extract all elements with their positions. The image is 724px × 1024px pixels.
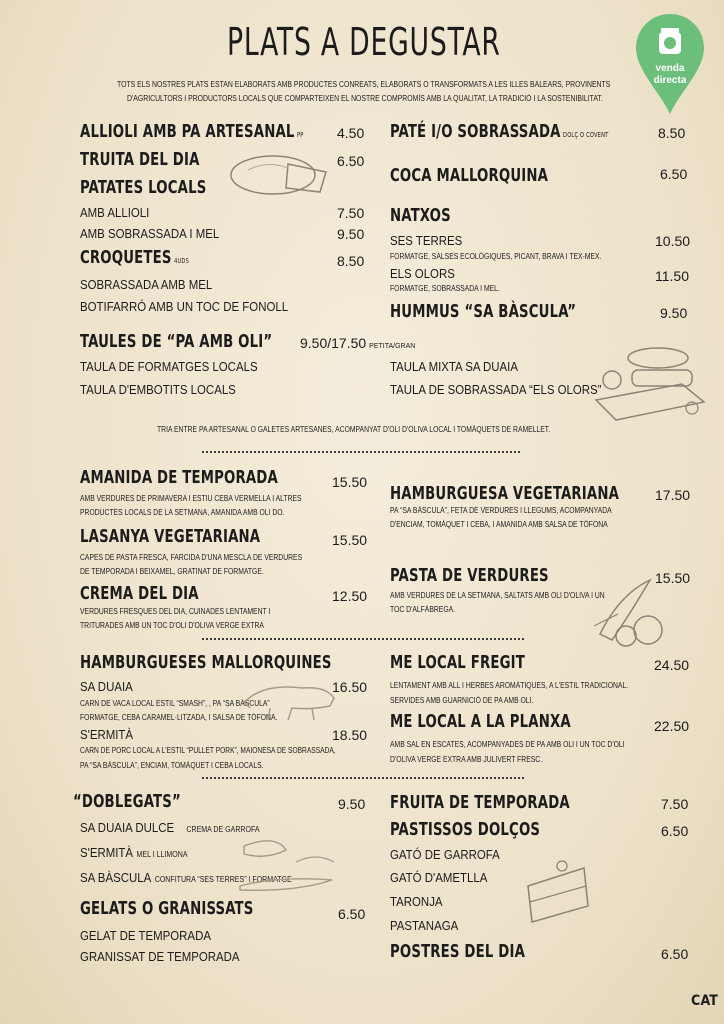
me-planxa-desc-1: AMB SAL EN ESCATES, ACOMPANYADES DE PA AMB OLI I UN TOC D'OLI (390, 740, 625, 749)
me-fregit-desc-2: SERVIDES AMB GUARNICIÓ DE PA AMB OLI. (390, 696, 534, 705)
natxos-terres: SES TERRES (390, 233, 463, 248)
item-patates: PATATES LOCALS (80, 177, 207, 198)
divider-2 (202, 638, 524, 640)
price-croquetes: 8.50 (337, 253, 365, 269)
price-amanida: 15.50 (332, 474, 368, 490)
lasanya-desc-1: CAPES DE PASTA FRESCA, FARCIDA D'UNA MESCLA DE VERDURES (80, 553, 303, 562)
price-pasta: 15.50 (655, 570, 691, 586)
cake-illustration (522, 856, 594, 926)
item-hamb-veg: HAMBURGUESA VEGETARIANA (390, 483, 620, 504)
taules-option-4: TAULA DE SOBRASSADA “ELS OLORS” (390, 382, 602, 397)
item-pate: PATÉ I/O SOBRASSADA DOLÇ O COVENT (390, 121, 609, 142)
amanida-desc-1: AMB VERDURES DE PRIMAVERA I ESTIU CEBA VERMELLA I ALTRES (80, 494, 302, 503)
pastissos-option-4: PASTANAGA (390, 918, 459, 933)
price-natxos-terres: 10.50 (655, 233, 691, 249)
doblegats-option-1: SA DUAIA DULCE CREMA DE GARROFA (80, 820, 260, 835)
item-hamb-mallorquines: HAMBURGUESES MALLORQUINES (80, 652, 332, 673)
doblegats-option-2: S'ERMITÀ MEL I LLIMONA (80, 845, 188, 860)
hamb-ermita-desc-1: CARN DE PORC LOCAL A L'ESTIL “PULLET PORK”, MAIONESA DE SOBRASSADA, (80, 746, 336, 755)
hamb-veg-desc-1: PA “SA BÀSCULA”, FETA DE VERDURES I LLEGUMS, ACOMPANYADA (390, 506, 612, 515)
price-allioli: 4.50 (337, 125, 365, 141)
price-crema: 12.50 (332, 588, 368, 604)
item-coca: COCA MALLORQUINA (390, 165, 549, 186)
amanida-desc-2: PRODUCTES LOCALS DE LA SETMANA, AMANIDA AMB OLI DO. (80, 508, 285, 517)
pastissos-option-2: GATÓ D'AMETLLA (390, 870, 488, 885)
taules-option-3: TAULA MIXTA SA DUAIA (390, 359, 518, 374)
item-postres: POSTRES DEL DIA (390, 941, 526, 962)
patates-option-1: AMB ALLIOLI (80, 205, 150, 220)
hamb-ermita: S'ERMITÀ (80, 727, 134, 742)
page-title: PLATS A DEGUSTAR (227, 20, 501, 64)
pastissos-option-3: TARONJA (390, 894, 443, 909)
price-gelats: 6.50 (338, 906, 366, 922)
item-pastissos: PASTISSOS DOLÇOS (390, 819, 541, 840)
intro-line-1: TOTS ELS NOSTRES PLATS ESTAN ELABORATS AMB PRODUCTES CONREATS, ELABORATS O TRANSFORMATS A LES ILLES BALEARS, PROVINENTS (117, 80, 611, 89)
taules-price-block: 9.50/17.50 PETITA/GRAN (300, 335, 416, 351)
hamb-ermita-desc-2: PA “SA BÀSCULA”, ENCIAM, TOMÀQUET I CEBA LOCALS. (80, 761, 264, 770)
item-crema: CREMA DEL DIA (80, 583, 199, 604)
item-lasanya: LASANYA VEGETARIANA (80, 526, 261, 547)
item-hummus: HUMMUS “SA BÀSCULA” (390, 301, 577, 322)
item-taules: TAULES DE “PA AMB OLI” (80, 331, 273, 352)
item-amanida: AMANIDA DE TEMPORADA (80, 467, 278, 488)
venda-directa-badge (634, 12, 706, 116)
gelats-option-2: GRANISSAT DE TEMPORADA (80, 949, 240, 964)
price-hamb-veg: 17.50 (655, 487, 691, 503)
omelette-illustration (228, 150, 330, 200)
natxos-olors: ELS OLORS (390, 266, 455, 281)
price-lasanya: 15.50 (332, 532, 368, 548)
pasta-desc-2: TOC D'ALFÀBREGA. (390, 605, 456, 614)
taules-footnote: TRIA ENTRE PA ARTESANAL O GALETES ARTESANES, ACOMPANYAT D'OLI D'OLIVA LOCAL I TOMÀQUETS DE RAMELLET. (157, 425, 551, 434)
price-postres: 6.50 (661, 946, 689, 962)
hamb-duaia-desc-2: FORMATGE, CEBA CARAMEL·LITZADA, I SALSA DE TÒFONA. (80, 713, 278, 722)
croissant-illustration (236, 832, 340, 896)
vegetables-illustration (590, 574, 674, 652)
gelats-option-1: GELAT DE TEMPORADA (80, 928, 211, 943)
lasanya-desc-2: DE TEMPORADA I BEIXAMEL, GRATINAT DE FORMATGE. (80, 567, 264, 576)
item-doblegats: “DOBLEGATS” (73, 791, 181, 812)
item-pasta: PASTA DE VERDURES (390, 565, 549, 586)
price-doblegats: 9.50 (338, 796, 366, 812)
badge-line-2: directa (653, 75, 687, 86)
pasta-desc-1: AMB VERDURES DE LA SETMANA, SALTATS AMB OLI D'OLIVA I UN (390, 591, 605, 600)
price-coca: 6.50 (660, 166, 688, 182)
item-natxos: NATXOS (390, 205, 451, 226)
price-patates-2: 9.50 (337, 226, 365, 242)
item-me-fregit: ME LOCAL FREGIT (390, 652, 525, 673)
doblegats-option-3: SA BÀSCULA CONFITURA “SES TERRES” I FORMATGE (80, 870, 292, 885)
croquetes-option-2: BOTIFARRÓ AMB UN TOC DE FONOLL (80, 299, 289, 314)
pastissos-option-1: GATÓ DE GARROFA (390, 847, 500, 862)
hamb-veg-desc-2: D'ENCIAM, TOMÀQUET I CEBA, I AMANIDA AMB SALSA DE TÒFONA (390, 520, 608, 529)
badge-line-1: venda (655, 63, 685, 74)
divider-1 (202, 451, 520, 453)
item-truita: TRUITA DEL DIA (80, 149, 200, 170)
taules-option-1: TAULA DE FORMATGES LOCALS (80, 359, 258, 374)
intro-line-2: D'AGRICULTORS I PRODUCTORS LOCALS QUE COMPARTEIXEN EL NOSTRE COMPROMÍS AMB LA QUALITAT, LA TRADICIÓ I LA SOSTENIBILITAT. (127, 94, 603, 103)
item-gelats: GELATS O GRANISSATS (80, 898, 254, 919)
board-illustration (592, 340, 708, 424)
me-planxa-desc-2: D'OLIVA VERGE EXTRA AMB JULIVERT FRESC. (390, 755, 543, 764)
price-hummus: 9.50 (660, 305, 688, 321)
price-hamb-duaia: 16.50 (332, 679, 368, 695)
price-natxos-olors: 11.50 (655, 268, 689, 284)
item-fruita: FRUITA DE TEMPORADA (390, 792, 570, 813)
price-me-fregit: 24.50 (654, 657, 690, 673)
item-me-planxa: ME LOCAL A LA PLANXA (390, 711, 571, 732)
price-fruita: 7.50 (661, 796, 689, 812)
natxos-olors-desc: FORMATGE, SOBRASSADA I MEL. (390, 284, 500, 293)
price-pastissos: 6.50 (661, 823, 689, 839)
divider-3 (202, 777, 524, 779)
crema-desc-2: TRITURADES AMB UN TOC D'OLI D'OLIVA VERGE EXTRA (80, 621, 264, 630)
price-truita: 6.50 (337, 153, 365, 169)
hamb-duaia: SA DUAIA (80, 679, 133, 694)
item-croquetes: CROQUETES 4UDS (80, 247, 190, 268)
language-label: CAT (691, 993, 719, 1009)
taules-option-2: TAULA D'EMBOTITS LOCALS (80, 382, 236, 397)
me-fregit-desc-1: LENTAMENT AMB ALL I HERBES AROMÀTIQUES, A L'ESTIL TRADICIONAL. (390, 681, 629, 690)
cow-illustration (240, 676, 340, 724)
price-me-planxa: 22.50 (654, 718, 690, 734)
crema-desc-1: VERDURES FRESQUES DEL DIA, CUINADES LENTAMENT I (80, 607, 271, 616)
patates-option-2: AMB SOBRASSADA I MEL (80, 226, 220, 241)
price-hamb-ermita: 18.50 (332, 727, 368, 743)
price-patates-1: 7.50 (337, 205, 365, 221)
item-allioli: ALLIOLI AMB PA ARTESANAL PP (80, 121, 304, 142)
price-pate: 8.50 (658, 125, 686, 141)
croquetes-option-1: SOBRASSADA AMB MEL (80, 277, 213, 292)
hamb-duaia-desc-1: CARN DE VACA LOCAL ESTIL “SMASH”, , PA “SA BÀSCULA” (80, 699, 270, 708)
natxos-terres-desc: FORMATGE, SALSES ECOLÒGIQUES, PICANT, BRAVA I TEX-MEX. (390, 252, 602, 261)
